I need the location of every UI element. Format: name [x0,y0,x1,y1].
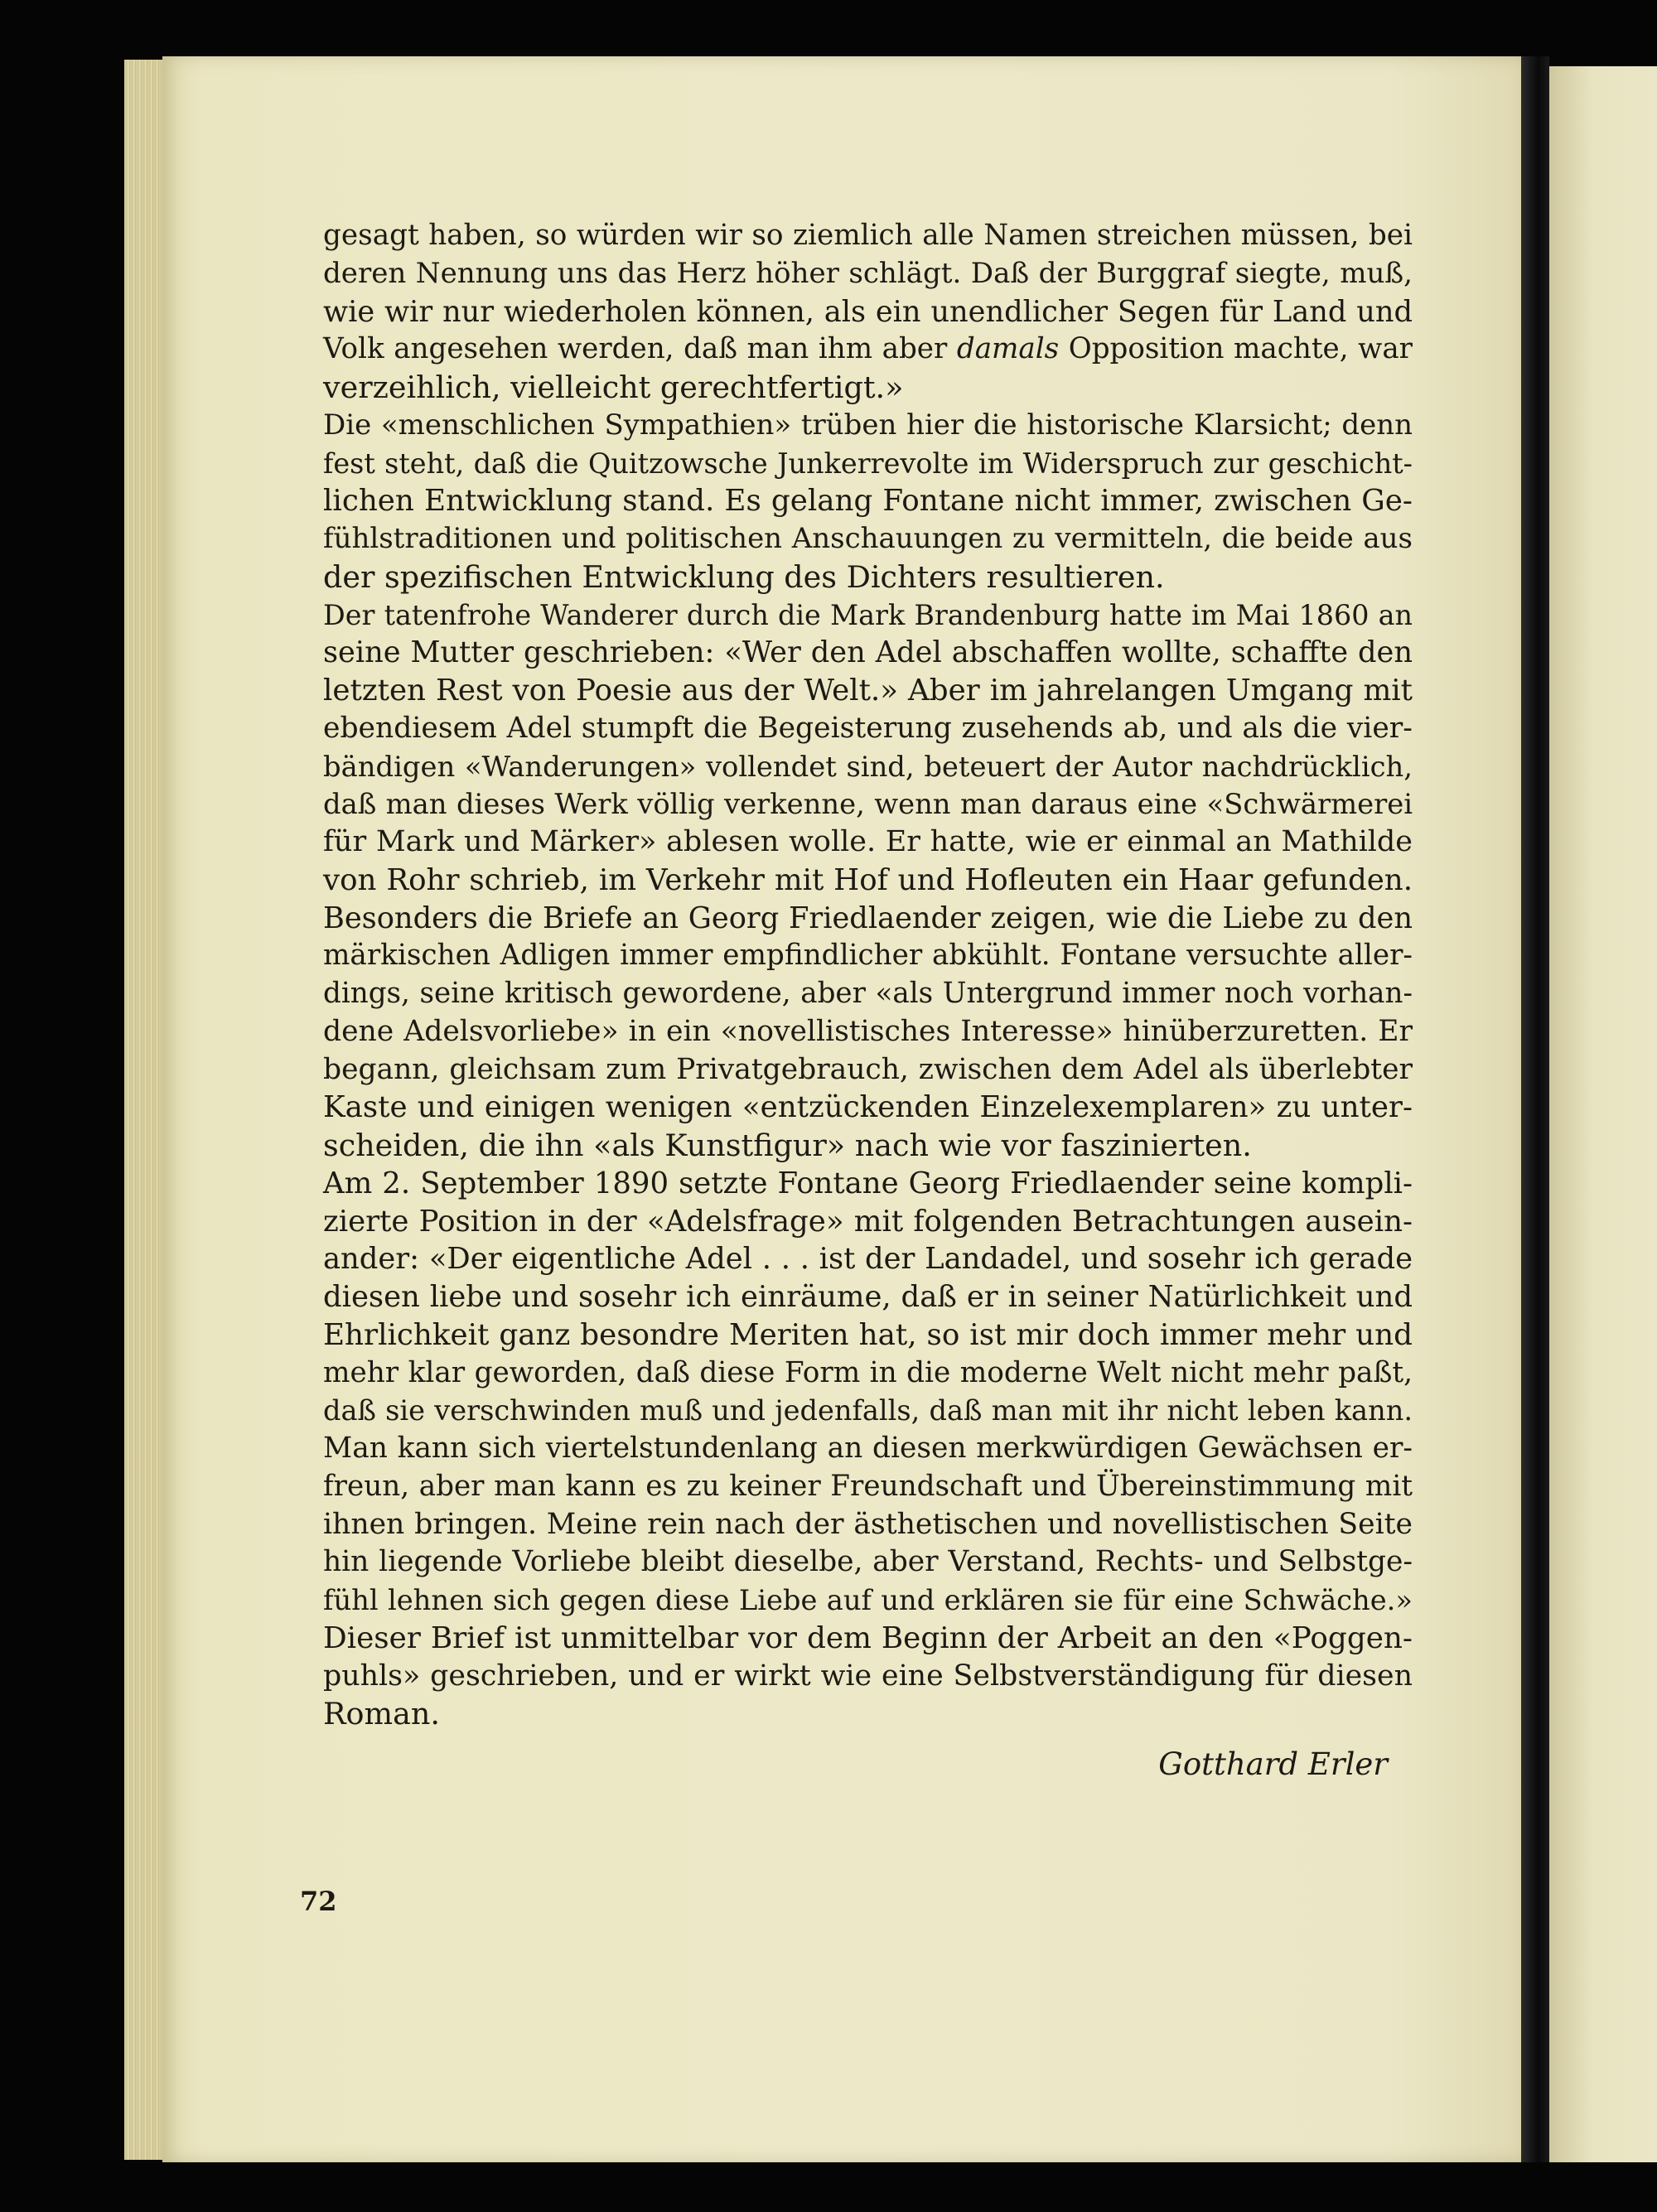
text-line: märkischen Adligen immer empfindlicher abkühlt. Fontane versuchte aller- [323,939,1413,973]
text-line: begann, gleichsam zum Privatgebrauch, zwischen dem Adel als überlebter [323,1052,1413,1086]
text-line-with-emphasis [323,331,1413,369]
text-line: diesen liebe und sosehr ich einräume, daß er in seiner Natürlichkeit und [323,1280,1413,1314]
text-line: ihnen bringen. Meine rein nach der ästhetischen und novellistischen Seite [323,1507,1413,1541]
text-line: scheiden, die ihn «als Kunstfigur» nach wie vor faszinierten. [323,1128,1252,1163]
text-line: zierte Position in der «Adelsfrage» mit folgenden Betrachtungen ausein- [323,1204,1413,1239]
text-line: Kaste und einigen wenigen «entzückenden Einzelexemplaren» zu unter- [323,1090,1413,1125]
text-line: deren Nennung uns das Herz höher schlägt. Daß der Burggraf siegte, muß, [323,256,1413,290]
author-signature: Gotthard Erler [1158,1746,1388,1782]
text-segment: Opposition machte, war [1059,332,1413,366]
text-line: letzten Rest von Poesie aus der Welt.» Aber im jahrelangen Umgang mit [323,674,1413,708]
text-line: Roman. [323,1696,440,1732]
text-line: Dieser Brief ist unmittelbar vor dem Beginn der Arbeit an den «Poggen- [323,1620,1413,1655]
text-line: Ehrlichkeit ganz besondre Meriten hat, so ist mir doch immer mehr und [323,1317,1413,1352]
text-line: puhls» geschrieben, und er wirkt wie eine Selbstverständigung für diesen [323,1659,1413,1693]
body-text [323,217,1413,1733]
page-number: 72 [300,1886,337,1917]
text-line: der spezifischen Entwicklung des Dichters resultieren. [323,558,1165,595]
text-line: Am 2. September 1890 setzte Fontane Georg Friedlaender seine kompli- [323,1166,1413,1200]
book-gutter [1521,56,1549,2162]
text-line: seine Mutter geschrieben: «Wer den Adel abschaffen wollte, schaffte den [323,635,1413,670]
text-line: fest steht, daß die Quitzowsche Junkerrevolte im Widerspruch zur geschicht- [323,447,1413,480]
text-line: gesagt haben, so würden wir so ziemlich alle Namen streichen müssen, bei [323,219,1413,252]
text-line: fühl lehnen sich gegen diese Liebe auf und erklären sie für eine Schwäche.» [323,1584,1413,1616]
text-line: ebendiesem Adel stumpft die Begeisterung zusehends ab, und als die vier- [323,711,1413,745]
text-line: Man kann sich viertelstundenlang an diesen merkwürdigen Gewächsen er- [323,1432,1413,1465]
text-line: daß man dieses Werk völlig verkenne, wenn man daraus eine «Schwärmerei [323,788,1413,821]
text-line: Der tatenfrohe Wanderer durch die Mark Brandenburg hatte im Mai 1860 an [323,598,1413,631]
text-line: Besonders die Briefe an Georg Friedlaender zeigen, wie die Liebe zu den [323,901,1413,935]
text-line: Die «menschlichen Sympathien» trüben hier die historische Klarsicht; denn [323,408,1413,442]
text-line: dings, seine kritisch gewordene, aber «als Untergrund immer noch vorhan- [323,977,1413,1010]
text-line: freun, aber man kann es zu keiner Freundschaft und Übereinstimmung mit [323,1469,1413,1503]
text-line: dene Adelsvorliebe» in ein «novellistisches Interesse» hinüberzuretten. Er [323,1014,1413,1048]
text-line: bändigen «Wanderungen» vollendet sind, beteuert der Autor nachdrücklich, [323,750,1413,783]
emphasized-word: damals [956,332,1060,366]
text-line: wie wir nur wiederholen können, als ein unendlicher Segen für Land und [323,294,1413,329]
text-line: verzeihlich, vielleicht gerechtfertigt.» [323,369,904,405]
text-segment: Volk angesehen werden, daß man ihm aber [323,332,957,366]
text-line: daß sie verschwinden muß und jedenfalls, daß man mit ihr nicht leben kann. [323,1394,1413,1427]
text-line: hin liegende Vorliebe bleibt dieselbe, aber Verstand, Rechts- und Selbstge- [323,1545,1413,1579]
text-line: von Rohr schrieb, im Verkehr mit Hof und Hofleuten ein Haar gefunden. [323,862,1413,897]
text-line: lichen Entwicklung stand. Es gelang Fontane nicht immer, zwischen Ge- [323,484,1413,519]
text-line: fühlstraditionen und politischen Anschauungen zu vermitteln, die beide aus [323,522,1413,555]
text-line: für Mark und Märker» ablesen wolle. Er hatte, wie er einmal an Mathilde [323,825,1413,858]
text-line: mehr klar geworden, daß diese Form in die moderne Welt nicht mehr paßt, [323,1355,1413,1389]
text-line: ander: «Der eigentliche Adel . . . ist der Landadel, und sosehr ich gerade [323,1242,1413,1277]
adjacent-page-edge [1549,66,1657,2162]
